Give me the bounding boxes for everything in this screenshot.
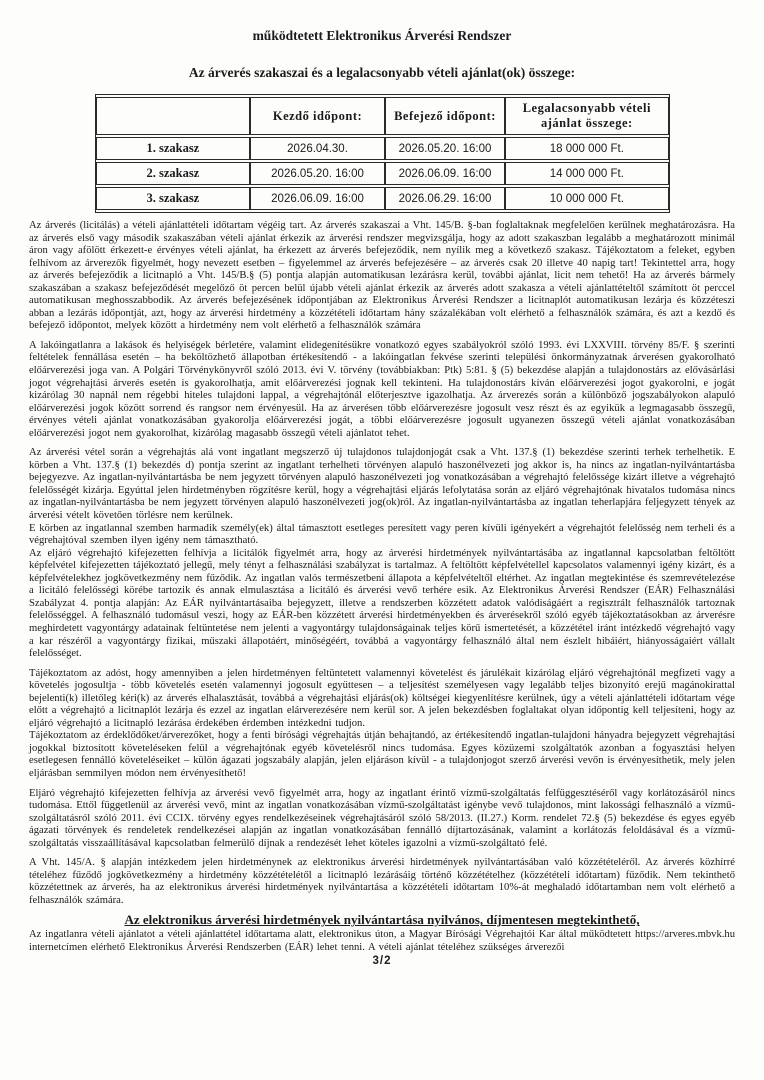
phase-3-end: 2026.06.29. 16:00 xyxy=(385,187,505,210)
paragraph-debtor-information: Tájékoztatom az adóst, hogy amennyiben a jelen hirdetményen feltüntetett valamennyi követelést és járulékait kizárólag eljáró végrehajtónál megfizeti vagy a követelés jogosultja - több követelés esetén valamennyi jogosult együttesen – a teljesítést személyesen vagy legalább teljes bizonyító erejű magánokirattal bejelenti(k) illetőleg kéri(k) az árverés elhalasztását, továbbá a végrehajtási eljárás(ok) költségei kiegyenlítésre kerülnek, úgy a vételi ajánlattételi időtartam vége előtt a végrehajtó a licitnaplót lezárja és ezzel az ingatlan elárverezésére nem kerül sor. A jelen bekezdésben foglaltakat olyan időpontig kell teljesíteni, hogy az eljáró végrehajtó a licitnapló lezárása érdekében érdemben intézkedni tudjon. xyxy=(29,667,735,729)
section-title: Az árverés szakaszai és a legalacsonyabb vételi ajánlat(ok) összege: xyxy=(188,65,576,80)
auction-phases-table xyxy=(95,94,670,213)
paragraph-third-party-claims: E körben az ingatlannal szemben harmadik személy(ek) által támasztott esetleges peresített vagy peren kívüli igényekért a végrehajtót felelősség nem terheli és a végrehajtóval szemben ilyen igény nem támasztható. xyxy=(29,522,735,547)
paragraph-auction-duration: Az árverés (licitálás) a vételi ajánlattételi időtartam végéig tart. Az árverés szakaszai a Vht. 145/B. §-ban foglaltaknak megfelelően kerülnek meghatározásra. Ha az árverés első vagy második szakaszában vételi ajánlat érkezik az árverési rendszer megvizsgálja, hogy az adott szakaszban legalább a meghatározott minimál áron vagy afölött érkezett-e érvényes vételi ajánlat, ha érkezett az árverés befejeződik, nem nyílik meg a következő szakasz. Tájékoztatom a feleket, egyben felhívom az árverezők figyelmét, hogy nevezett esetben – figyelemmel az árverés befejezésére – az árverés csak 20 illetve 40 napig tart! Tekintettel arra, hogy az árverés befejeződik a licitnapló a Vht. 145/B.§ (5) pontja alapján automatikusan lezárásra kerül, további ajánlat, licit nem tehető! Ha az árverés bármely szakaszában a szakasz befejeződését megelőző öt percen belül újabb vételi ajánlat érkezik az árverés adott szakasza a vételi ajánlattételtől számított öt perccel automatikusan meghosszabbodik. Az árverés befejezésének időpontjában az Elektronikus Árverési Rendszer a licitnaplót automatikusan lezárja és közzéteszi abban a lezárás időpontját, azt, hogy az árverési hirdetmény a közzétételi időtartam hány százalékában volt elérhető a felhasználók számára, és azt a kezdő és befejező időpontot, melyek között a hirdetmény nem volt elérhető a felhasználók számára xyxy=(29,220,735,332)
table-row xyxy=(96,187,669,210)
table-header-row xyxy=(96,97,669,135)
paragraph-preemption-rights: A lakóingatlanra a lakások és helyiségek bérletére, valamint elidegenítésükre vonatkozó egyes szabályokról szóló 1993. évi LXXVIII. törvény 85/F. § szerinti feltételek fennállása esetén – ha beköltözhető állapotban értékesítendő - a lakóingatlan fekvése szerinti települési önkormányzatnak árverésen gyakorolható előárverezési joga van. A Polgári Törvénykönyvről szóló 2013. évi V. törvény (továbbiakban: Ptk) 5:81. § (5) bekezdése alapján a tulajdonostárs az elővásárlási jogot végrehajtási árverés esetén is gyakorolhatja, amit előárverezési jognak kell tekinteni. Ha tulajdonostárs kíván előárverezési jogot gyakorolni, e jogát kizárólag 30 napnál nem régebbi hiteles tulajdoni lappal, a végrehajtónál előterjesztve igazolhatja. Az árverezés során a különböző jogszabályokon alapuló előárverezési jogok között sorrend és rangsor nem érvényesül. Ha az árverésen több előárverezésre jogosult vesz részt és az egyikük a legmagasabb összegű, érvényes vételi ajánlat vonatkozásában gyakorolja előárverezési jogát, a többi előárverezésre jogosult ugyanezen összegű vételi ajánlat vonatkozásában előárverezési jogot nem gyakorolhat, kizárólag magasabb összegű vételi ajánlatot tehet. xyxy=(29,339,735,439)
paragraph-bidding-method: Az ingatlanra vételi ajánlatot a vételi ajánlattétel időtartama alatt, elektronikus úton, a Magyar Bírósági Végrehajtói Kar által működtetett https://arveres.mbvk.hu internetcímen elérhető Elektronikus Árverési Rendszerben (EÁR) lehet tenni. A vételi ajánlat tételéhez szükséges árverezői xyxy=(29,929,735,953)
table-header-start: Kezdő időpont: xyxy=(250,97,385,135)
phase-3-start: 2026.06.09. 16:00 xyxy=(250,187,385,210)
phase-2-start: 2026.05.20. 16:00 xyxy=(250,162,385,185)
phase-1-end: 2026.05.20. 16:00 xyxy=(385,137,505,160)
table-row xyxy=(96,162,669,185)
public-registry-heading: Az elektronikus árverési hirdetmények nyilvántartása nyilvános, díjmentesen megtekinthető, xyxy=(124,912,640,928)
phase-2-label: 2. szakasz xyxy=(96,162,251,185)
document-continuation-title: működtetett Elektronikus Árverési Rendszer xyxy=(252,28,512,43)
table-header-phase xyxy=(96,97,251,135)
table-header-amount: Legalacsonyabb vételi ajánlat összege: xyxy=(505,97,668,135)
table-header-end: Befejező időpont: xyxy=(385,97,505,135)
phase-2-end: 2026.06.09. 16:00 xyxy=(385,162,505,185)
paragraph-property-encumbrances: Az árverési vétel során a végrehajtás alá vont ingatlant megszerző új tulajdonos tulajdonjogát csak a Vht. 137.§ (1) bekezdése szerinti terhek terhelhetik. E körben a Vht. 137.§ (1) bekezdés d) pontja szerint az ingatlant terhelheti törvényen alapuló haszonélvezeti jog akkor is, ha nincs az ingatlan-nyilvántartásba bejegyezve. Az ingatlan-nyilvántartásba be nem jegyzett törvényen alapuló haszonélvezeti jog vonatkozásában a végrehajtó felelőssége kizárt illetve a végrehajtó felelősségét kizárja. Egyúttal jelen hirdetményben rögzítésre kerül, hogy a végrehajtási eljárás lefolytatása során az eljáró végrehajtónak hivatalos tudomása nincs az ingatlan-nyilvántartásba be nem jegyzett törvényen alapuló haszonélvezeti jog(ok)ról. Az ingatlan-nyilvántartásba az ingatlan teherlapjára feljegyzett tények az árverési vételt követően törlésre nem kerülnek. xyxy=(29,447,735,522)
phase-3-label: 3. szakasz xyxy=(96,187,251,210)
phase-2-amount: 14 000 000 Ft. xyxy=(505,162,668,185)
page-number: 3/2 xyxy=(372,954,392,967)
phase-1-start: 2026.04.30. xyxy=(250,137,385,160)
table-row xyxy=(96,137,669,160)
phase-1-amount: 18 000 000 Ft. xyxy=(505,137,668,160)
paragraph-photo-disclaimer: Az eljáró végrehajtó kifejezetten felhívja a licitálók figyelmét arra, hogy az árverési hirdetmények nyilvántartásába az ingatlannal kapcsolatban feltöltött képfelvétel kifejezetten tájékoztató jellegű, mely tényt a felhasználási szabályzat is tartalmaz. A feltöltött képfelvétellel kapcsolatos valamennyi igény kizárt, és a képfelvételekhez jogkövetkezmény nem fűződik. Az ingatlan valós természetbeni állapota a képfelvételtől eltérhet. Az ingatlan megtekintése és szemrevételezése a licitáló felelősségi körébe tartozik és annak elmulasztása a licitáló és árverési vevő terhére esik. Az Elektronikus Árverési Rendszer (EÁR) Felhasználási Szabályzat 4. pontja alapján: Az EÁR nyilvántartásaiba bejegyzett, illetve a rendszerben közzétett adatok valódiságáért a regisztrált felhasználók tartoznak felelősséggel. A felhasználó tudomásul veszi, hogy az EÁR-ben közzétett árverési hirdetményekben és árverésekről szóló egyéb tájékoztatásokban az árverésre meghirdetett vagyontárgy adatainak feltüntetése nem jelenti a vagyontárgy tulajdonságainak teljes körű ismertetését, a közzététel iránt intézkedő végrehajtó vagy a kar részéről a vagyontárgy fizikai, műszaki állapotáért, minőségéért, továbbá a vagyontárgy felhasználó által nem észlelt hibáiért, hiányosságaiért vállalt felelősséget. xyxy=(29,547,735,660)
phase-3-amount: 10 000 000 Ft. xyxy=(505,187,668,210)
paragraph-water-utility: Eljáró végrehajtó kifejezetten felhívja az árverési vevő figyelmét arra, hogy az ingatlant érintő vízmű-szolgáltatás felfüggesztéséről vagy korlátozásáról nincs tudomása. Ettől függetlenül az árverési vevő, mint az ingatlan vonatkozásában vízmű-szolgáltatást igénybe vevő tulajdonos, mint lakossági felhasználó a vízmű-szolgáltatásról szóló 2011. évi CCIX. törvény egyes rendelkezéseinek végrehajtásáról szóló 58/2013. (II.27.) Korm. rendelet 72.§ (5) bekezdése és egyes egyéb ágazati törvények és rendeletek rendelkezései alapján az ingatlan vonatkozásában fennálló díjtartozásának, valamint a korlátozás feloldásával és a vízmű-szolgáltatás visszaállításával kapcsolatban felmerülő díjnak a rendezését lehet köteles igazolni a vízmű-szolgáltató felé. xyxy=(29,787,735,849)
paragraph-bidder-information: Tájékoztatom az érdeklődőket/árverezőket, hogy a fenti bírósági végrehajtás útján behajtandó, az értékesítendő ingatlan-tulajdoni hányadra bejegyzett végrehajtási jogokkal biztosított követeléseken felül a végrehajtónak egyéb követelésről nincs tudomása. Egyes közüzemi szolgáltatók azonban a fogyasztási helyen esetlegesen fennálló követeléseiket – külön ágazati jogszabály alapján, jelen eljáráson kívül - a tulajdonjogot szerző árverési vevőn is érvényesíthetik, mely jelen eljárásban semmilyen módon nem érvényesíthető! xyxy=(29,730,735,779)
paragraph-publication: A Vht. 145/A. § alapján intézkedem jelen hirdetménynek az elektronikus árverési hirdetmények nyilvántartásában való közzétételéről. Az árverés közhírré tételéhez fűződő jogkövetkezmény a hirdetmény közzétételétől a licitnapló lezárásáig történő közzétételhez (közzétételi időtartam) fűződik. Nem tekinthető közzétettnek az árverés, ha az elektronikus árverési hirdetmények nyilvántartása a közzétételi időtartam 10%-át meghaladó időtartamban nem volt elérhető a felhasználók számára. xyxy=(29,857,735,906)
phase-1-label: 1. szakasz xyxy=(96,137,251,160)
